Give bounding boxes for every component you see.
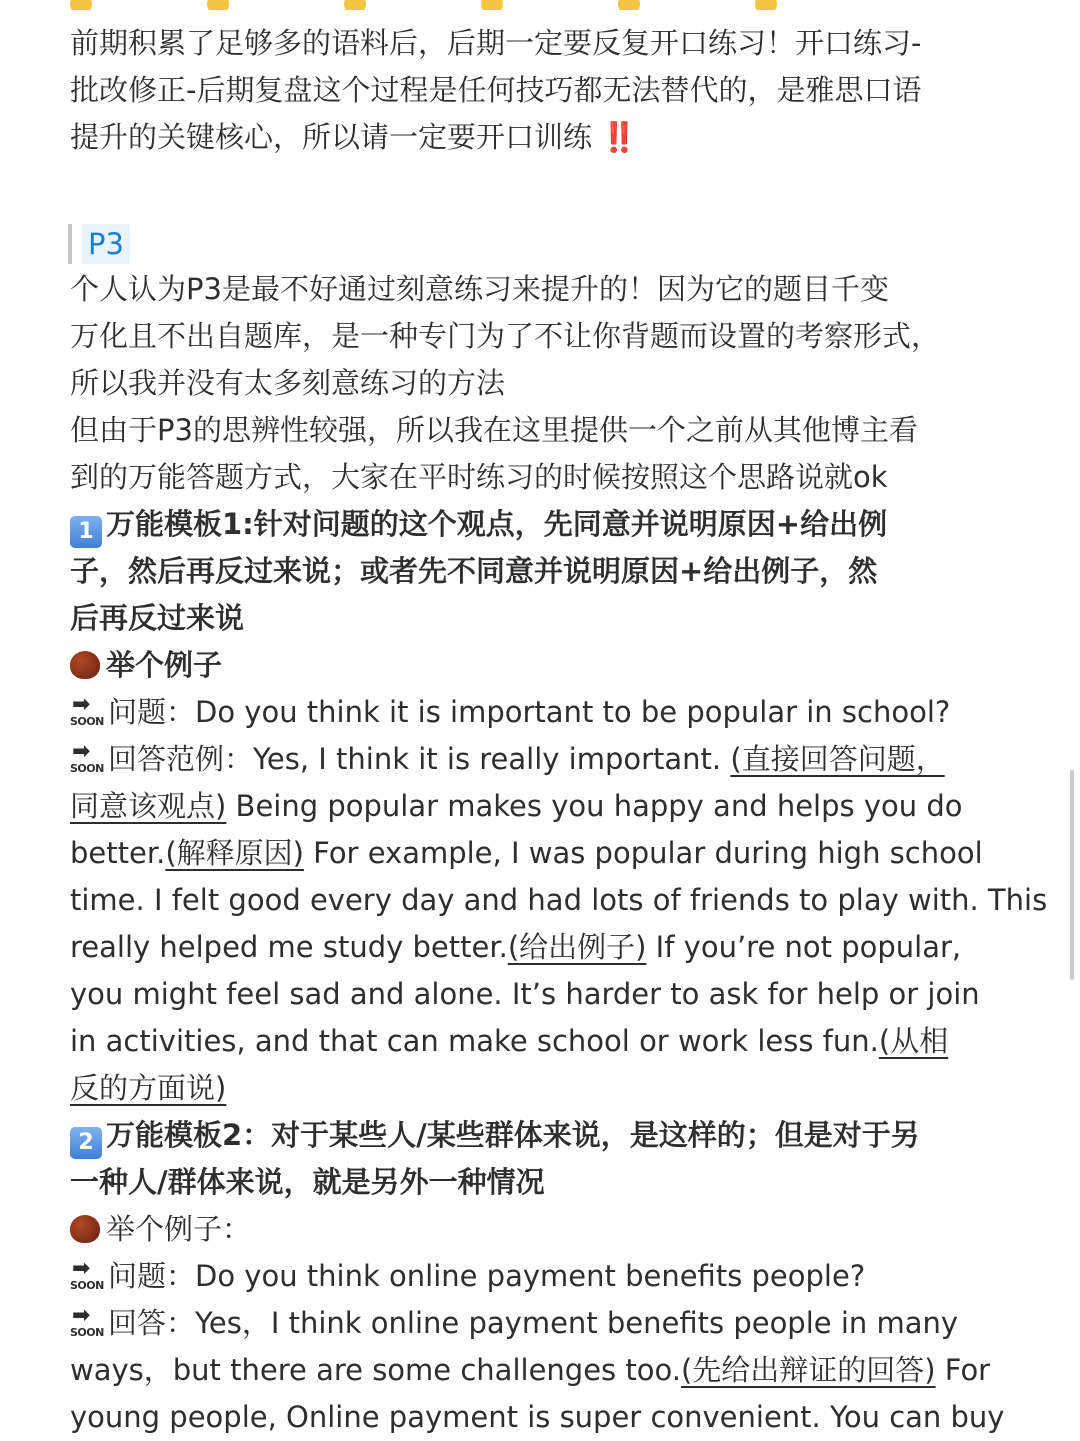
template2-example-heading-text: 举个例子： (106, 1212, 252, 1246)
template1-question: Do you think it is important to be popular in school? (195, 695, 951, 729)
template1-answer-line-5 (70, 924, 1010, 971)
template1-title-line-2: 子，然后再反过来说；或者先不同意并说明原因+给出例子，然 (70, 554, 878, 588)
emoji-icon (618, 0, 640, 10)
section-p1-line-1: 个人认为P3是最不好通过刻意练习来提升的！因为它的题目千变 (70, 272, 889, 306)
answer-text: ways，but there are some challenges too. (70, 1353, 681, 1387)
template1-example-heading (70, 642, 1010, 689)
answer-text: in activities, and that can make school or work less fun. (70, 1024, 879, 1058)
annotation-note: (从相 (878, 1024, 949, 1058)
annotation-note: 反的方面说) (70, 1071, 227, 1105)
intro-line-3 (70, 114, 1010, 161)
section-p1-line-3: 所以我并没有太多刻意练习的方法 (70, 366, 506, 400)
intro-line-1: 前期积累了足够多的语料后，后期一定要反复开口练习！开口练习- (70, 26, 922, 60)
template1-title-line-3: 后再反过来说 (70, 601, 245, 635)
section-p2-line-2: 到的万能答题方式，大家在平时练习的时候按照这个思路说就ok (70, 460, 888, 494)
template1-answer-line-1 (70, 736, 1010, 783)
template2-answer-line-3: young people, Online payment is super convenient. You can buy (70, 1400, 1005, 1434)
answer-label: 回答范例： (108, 742, 254, 776)
section-heading (70, 219, 1010, 266)
template1-title-text-1: 万能模板1:针对问题的这个观点，先同意并说明原因+给出例 (106, 507, 888, 541)
chestnut-icon (70, 651, 100, 679)
template2-answer-line-1 (70, 1300, 1010, 1347)
soon-arrow-icon: ➡ SOON (70, 1303, 104, 1339)
template1-answer-line-7 (70, 1018, 1010, 1065)
template1-answer-line-6: you might feel sad and alone. It’s harder to ask for help or join (70, 977, 980, 1011)
question-label: 问题： (108, 1259, 196, 1293)
question-label: 问题： (108, 695, 196, 729)
section-tag[interactable]: P3 (82, 224, 130, 264)
answer-label: 回答： (108, 1306, 196, 1340)
emoji-icon (207, 0, 229, 10)
answer-text: better. (70, 836, 166, 870)
emoji-icon (481, 0, 503, 10)
keycap-2-icon: 2 (70, 1127, 102, 1159)
annotation-note: (先给出辩证的回答) (680, 1353, 936, 1387)
emoji-icon (755, 0, 777, 10)
answer-text: Yes，I think online payment benefits people in many (195, 1306, 959, 1340)
heading-bar-decoration (68, 224, 72, 264)
spacer (70, 161, 1010, 219)
chestnut-icon (70, 1215, 100, 1243)
template1-title-line-1 (70, 501, 1010, 548)
answer-text: really helped me study better. (70, 930, 508, 964)
template2-question-line (70, 1253, 1010, 1300)
vertical-scrollbar[interactable] (1070, 770, 1074, 980)
answer-text: Yes, I think it is really important. (253, 742, 731, 776)
annotation-note: (直接回答问题， (730, 742, 945, 776)
intro-line-3-text: 提升的关键核心，所以请一定要开口训练 (70, 120, 593, 154)
template1-question-line (70, 689, 1010, 736)
top-cropped-emoji-row (70, 0, 1010, 10)
annotation-note: (给出例子) (507, 930, 647, 964)
answer-text: If you’re not popular, (646, 930, 962, 964)
soon-arrow-icon: ➡ SOON (70, 1256, 104, 1292)
template2-title-line-1 (70, 1112, 1010, 1159)
post-body (70, 20, 1048, 1441)
template2-title-line-2: 一种人/群体来说，就是另外一种情况 (70, 1165, 545, 1199)
answer-text: For example, I was popular during high school (303, 836, 983, 870)
annotation-note: 同意该观点) (70, 789, 227, 823)
keycap-1-icon: 1 (70, 516, 102, 548)
emoji-icon (344, 0, 366, 10)
double-exclamation-icon: ‼️ (601, 120, 638, 154)
template1-answer-line-8 (70, 1065, 1010, 1112)
answer-text: Being popular makes you happy and helps you do (226, 789, 963, 823)
annotation-note: (解释原因) (165, 836, 304, 870)
template2-title-text-1: 万能模板2：对于某些人/某些群体来说，是这样的；但是对于另 (106, 1118, 920, 1152)
template1-answer-line-2 (70, 783, 1010, 830)
soon-arrow-icon: ➡ SOON (70, 692, 104, 728)
template2-answer-line-2 (70, 1347, 1010, 1394)
emoji-icon (70, 0, 92, 10)
soon-arrow-icon: ➡ SOON (70, 739, 104, 775)
template1-answer-line-3 (70, 830, 1010, 877)
section-p1-line-2: 万化且不出自题库，是一种专门为了不让你背题而设置的考察形式， (70, 319, 941, 353)
answer-text: For (935, 1353, 991, 1387)
template2-example-heading (70, 1206, 1010, 1253)
template2-question: Do you think online payment benefits people? (195, 1259, 866, 1293)
section-p2-line-1: 但由于P3的思辨性较强，所以我在这里提供一个之前从其他博主看 (70, 413, 918, 447)
template1-answer-line-4: time. I felt good every day and had lots of friends to play with. This (70, 883, 1048, 917)
template1-example-heading-text: 举个例子 (106, 648, 223, 682)
intro-line-2: 批改修正-后期复盘这个过程是任何技巧都无法替代的，是雅思口语 (70, 73, 922, 107)
